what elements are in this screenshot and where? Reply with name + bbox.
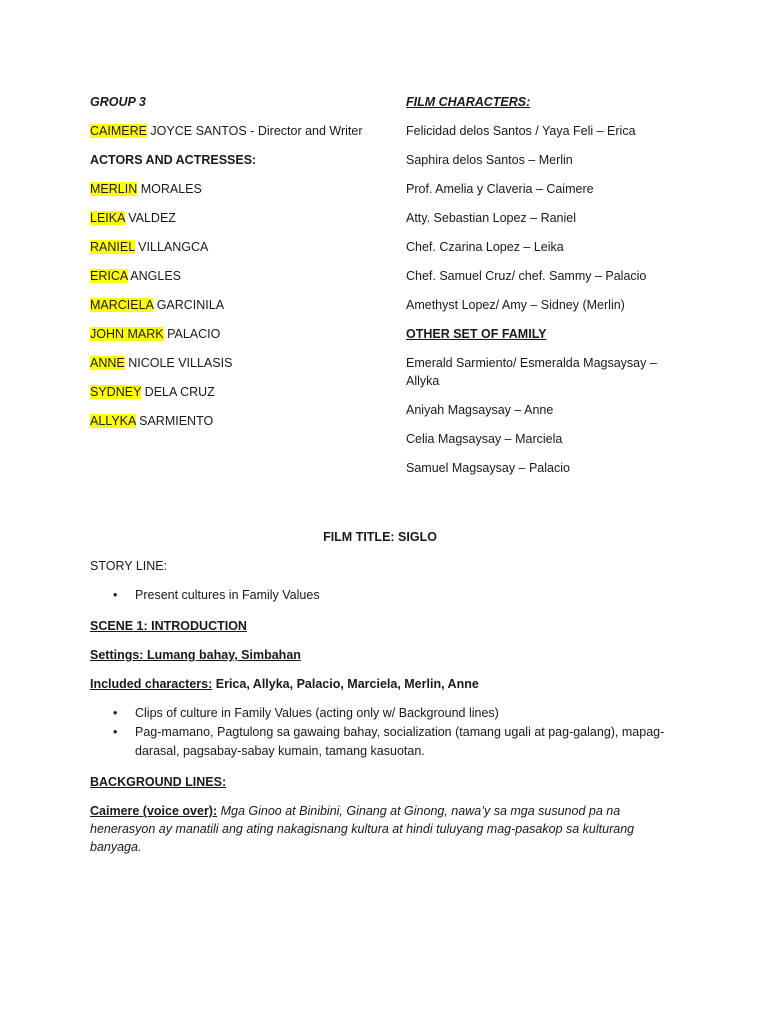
character-item: Chef. Samuel Cruz/ chef. Sammy – Palacio xyxy=(406,269,647,283)
bullet-text: Present cultures in Family Values xyxy=(135,588,320,602)
actor-item xyxy=(90,180,390,209)
actor-item xyxy=(90,354,390,383)
actor-item xyxy=(90,296,390,325)
actor-last-name: ANGLES xyxy=(127,269,182,283)
bullet-item xyxy=(90,586,670,605)
other-character-item: Celia Magsaysay – Marciela xyxy=(406,432,563,446)
film-characters-heading: FILM CHARACTERS: xyxy=(406,95,531,109)
other-characters-list xyxy=(406,354,676,477)
scene-heading: SCENE 1: INTRODUCTION xyxy=(90,619,247,633)
character-item: Prof. Amelia y Claveria – Caimere xyxy=(406,182,594,196)
bullet-dot-icon: • xyxy=(113,725,118,739)
actor-item xyxy=(90,412,390,441)
actor-first-name: JOHN MARK xyxy=(90,327,164,341)
bullet-item xyxy=(90,723,670,761)
director-rest: JOYCE SANTOS - Director and Writer xyxy=(146,124,363,138)
actor-first-name: ALLYKA xyxy=(90,414,136,428)
other-family-heading: OTHER SET OF FAMILY xyxy=(406,327,547,341)
character-item: Chef. Czarina Lopez – Leika xyxy=(406,240,564,254)
actor-item xyxy=(90,209,390,238)
scene-bullets xyxy=(90,704,670,761)
character-item: Atty. Sebastian Lopez – Raniel xyxy=(406,211,577,225)
story-bullets xyxy=(90,586,670,605)
actor-last-name: VALDEZ xyxy=(124,211,176,225)
bullet-dot-icon: • xyxy=(113,588,118,602)
character-item: Saphira delos Santos – Merlin xyxy=(406,153,573,167)
other-character-item: Aniyah Magsaysay – Anne xyxy=(406,403,554,417)
actors-heading: ACTORS AND ACTRESSES: xyxy=(90,153,257,167)
actor-first-name: MARCIELA xyxy=(90,298,154,312)
actor-item xyxy=(90,383,390,412)
actor-first-name: ERICA xyxy=(90,269,128,283)
character-item: Amethyst Lopez/ Amy – Sidney (Merlin) xyxy=(406,298,625,312)
actor-first-name: MERLIN xyxy=(90,182,138,196)
voice-over-paragraph xyxy=(90,802,670,856)
other-character-item: Samuel Magsaysay – Palacio xyxy=(406,461,570,475)
film-title: FILM TITLE: SIGLO xyxy=(323,530,437,544)
actor-first-name: SYDNEY xyxy=(90,385,142,399)
actor-first-name: LEIKA xyxy=(90,211,125,225)
story-section xyxy=(90,528,670,856)
voice-over-text: Mga Ginoo at Binibini, Ginang at Ginong, nawa’y sa mga susunod pa na henerasyon ay manatili ang ating nakagisnang kultura at hindi tuluyang mag-pasakop sa kulturang banyaga. xyxy=(90,804,635,854)
bullet-item xyxy=(90,704,670,723)
actor-item xyxy=(90,238,390,267)
characters-column xyxy=(406,93,676,488)
actor-item xyxy=(90,325,390,354)
actor-last-name: VILLANGCA xyxy=(134,240,209,254)
actor-last-name: NICOLE VILLASIS xyxy=(124,356,233,370)
included-characters-line xyxy=(90,675,670,704)
included-value: Erica, Allyka, Palacio, Marciela, Merlin, Anne xyxy=(212,677,479,691)
background-lines-heading: BACKGROUND LINES: xyxy=(90,775,227,789)
actor-first-name: ANNE xyxy=(90,356,125,370)
cast-column xyxy=(90,93,390,441)
bullet-dot-icon: • xyxy=(113,706,118,720)
actor-last-name: DELA CRUZ xyxy=(141,385,215,399)
settings-line: Settings: Lumang bahay, Simbahan xyxy=(90,648,301,662)
voice-over-label: Caimere (voice over): xyxy=(90,804,218,818)
director-line xyxy=(90,122,390,151)
actor-first-name: RANIEL xyxy=(90,240,135,254)
group-heading: GROUP 3 xyxy=(90,95,146,109)
actor-last-name: PALACIO xyxy=(163,327,221,341)
director-first-name: CAIMERE xyxy=(90,124,147,138)
actor-last-name: SARMIENTO xyxy=(135,414,214,428)
included-label: Included characters: xyxy=(90,677,213,691)
other-character-item: Emerald Sarmiento/ Esmeralda Magsaysay – Allyka xyxy=(406,356,657,388)
character-item: Felicidad delos Santos / Yaya Feli – Erica xyxy=(406,124,636,138)
actor-last-name: GARCINILA xyxy=(153,298,225,312)
characters-list xyxy=(406,122,676,325)
actor-item xyxy=(90,267,390,296)
story-line-label: STORY LINE: xyxy=(90,559,168,573)
bullet-text: Clips of culture in Family Values (acting only w/ Background lines) xyxy=(135,706,499,720)
actors-list xyxy=(90,180,390,441)
bullet-text: Pag-mamano, Pagtulong sa gawaing bahay, socialization (tamang ugali at pag-galang), mapag-darasal, pagsabay-sabay kumain, tamang kasuotan. xyxy=(135,725,665,758)
actor-last-name: MORALES xyxy=(137,182,202,196)
